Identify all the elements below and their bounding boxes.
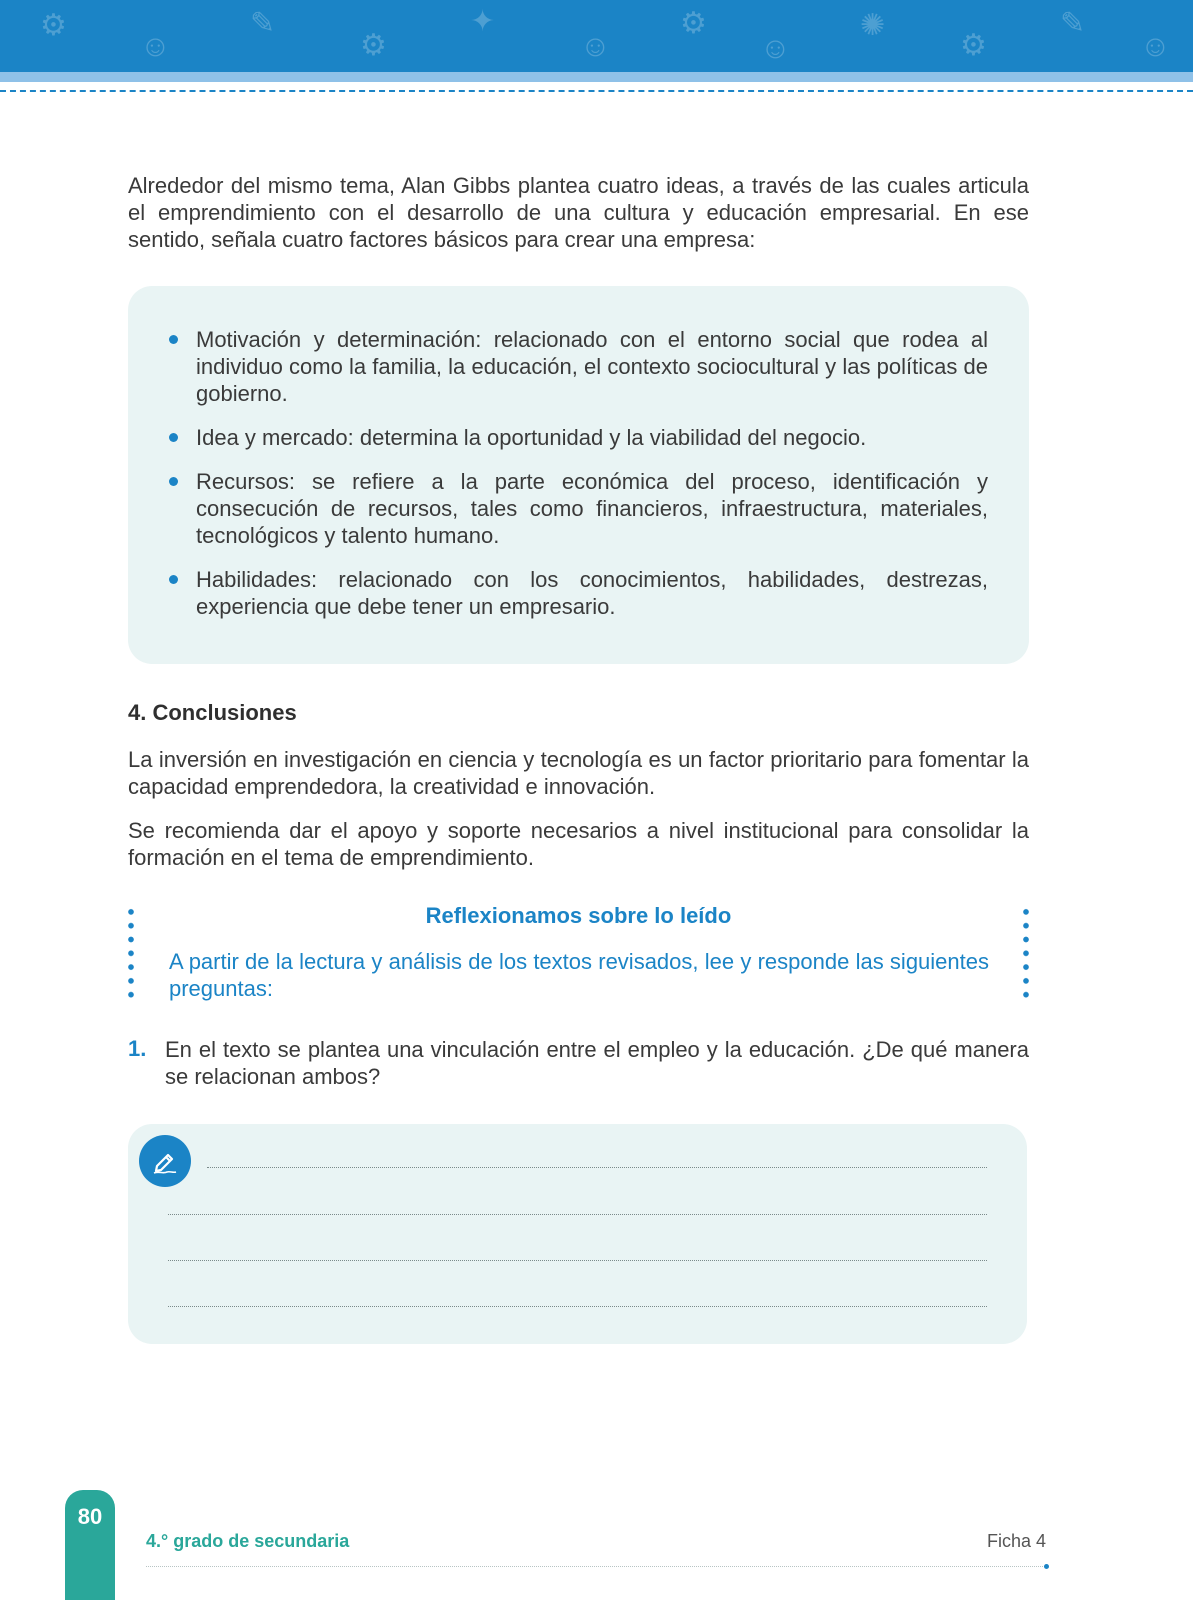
page-number: 80 — [77, 1504, 103, 1529]
footer-grade: 4.° grado de secundaria — [146, 1531, 350, 1551]
answer-line[interactable] — [168, 1306, 987, 1307]
smiley-icon: ☺ — [580, 30, 611, 63]
header-stripe — [0, 72, 1193, 82]
question-text: En el texto se plantea una vinculación entre el empleo y la educación. ¿De qué manera se relacionan ambos? — [165, 1037, 1029, 1089]
reflection-instruction: A partir de la lectura y análisis de los textos revisados, lee y responde las siguientes preguntas: — [169, 949, 989, 1001]
bullet-icon — [169, 575, 178, 584]
pencil-icon: ✎ — [250, 7, 276, 40]
bulb-icon: ✺ — [860, 9, 886, 42]
answer-line[interactable] — [168, 1214, 987, 1215]
pencil-icon: ✎ — [1060, 7, 1086, 40]
footer-dot — [1044, 1564, 1049, 1569]
list-item — [196, 468, 988, 549]
reflection-title: Reflexionamos sobre lo leído — [425, 903, 732, 928]
list-item — [196, 566, 988, 620]
smiley-icon: ☺ — [1140, 30, 1171, 63]
page-number-tab — [65, 1490, 115, 1600]
bullet-icon — [169, 433, 178, 442]
answer-line[interactable] — [168, 1260, 987, 1261]
question-number: 1. — [128, 1036, 147, 1061]
header-divider — [0, 90, 1193, 92]
gear-icon: ⚙ — [360, 29, 387, 62]
list-item — [196, 326, 988, 407]
gear-icon: ⚙ — [680, 7, 707, 40]
conclusion-paragraph: La inversión en investigación en ciencia y tecnología es un factor prioritario para fomentar la capacidad emprendedora, la creatividad e innovación. — [128, 747, 1029, 799]
factor-text: Habilidades: relacionado con los conocimientos, habilidades, destrezas, experiencia que debe tener un empresario. — [196, 567, 988, 619]
bullet-icon — [169, 477, 178, 486]
bullet-icon — [169, 335, 178, 344]
factor-text: Recursos: se refiere a la parte económica del proceso, identificación y consecución de recursos, tales como financieros, infraestructura, materiales, tecnológicos y talento humano. — [196, 469, 988, 548]
factors-list — [196, 326, 988, 637]
smiley-icon: ☺ — [140, 30, 171, 63]
pencil-icon — [139, 1135, 191, 1187]
footer-divider — [146, 1566, 1047, 1567]
factors-box — [128, 286, 1029, 664]
gear-icon: ⚙ — [960, 29, 987, 62]
section-title: 4. Conclusiones — [128, 700, 297, 725]
smiley-icon: ☺ — [760, 32, 791, 65]
list-item — [196, 424, 988, 451]
answer-area[interactable] — [128, 1124, 1027, 1344]
footer-ficha: Ficha 4 — [986, 1531, 1046, 1551]
factor-text: Motivación y determinación: relacionado con el entorno social que rodea al individuo como la familia, la educación, el contexto sociocultural y las políticas de gobierno. — [196, 327, 988, 406]
conclusion-paragraph: Se recomienda dar el apoyo y soporte necesarios a nivel institucional para consolidar la formación en el tema de emprendimiento. — [128, 818, 1029, 870]
star-icon: ✦ — [470, 5, 496, 38]
gear-icon: ⚙ — [40, 9, 67, 42]
answer-line[interactable] — [207, 1167, 987, 1168]
intro-paragraph: Alrededor del mismo tema, Alan Gibbs plantea cuatro ideas, a través de las cuales articula el emprendimiento con el desarrollo de una cultura y educación empresarial. En ese sentido, señala cuatro factores básicos para crear una empresa: — [128, 173, 1029, 252]
reflection-section — [128, 903, 1029, 1003]
factor-text: Idea y mercado: determina la oportunidad y la viabilidad del negocio. — [196, 425, 867, 450]
header-banner — [0, 0, 1193, 72]
